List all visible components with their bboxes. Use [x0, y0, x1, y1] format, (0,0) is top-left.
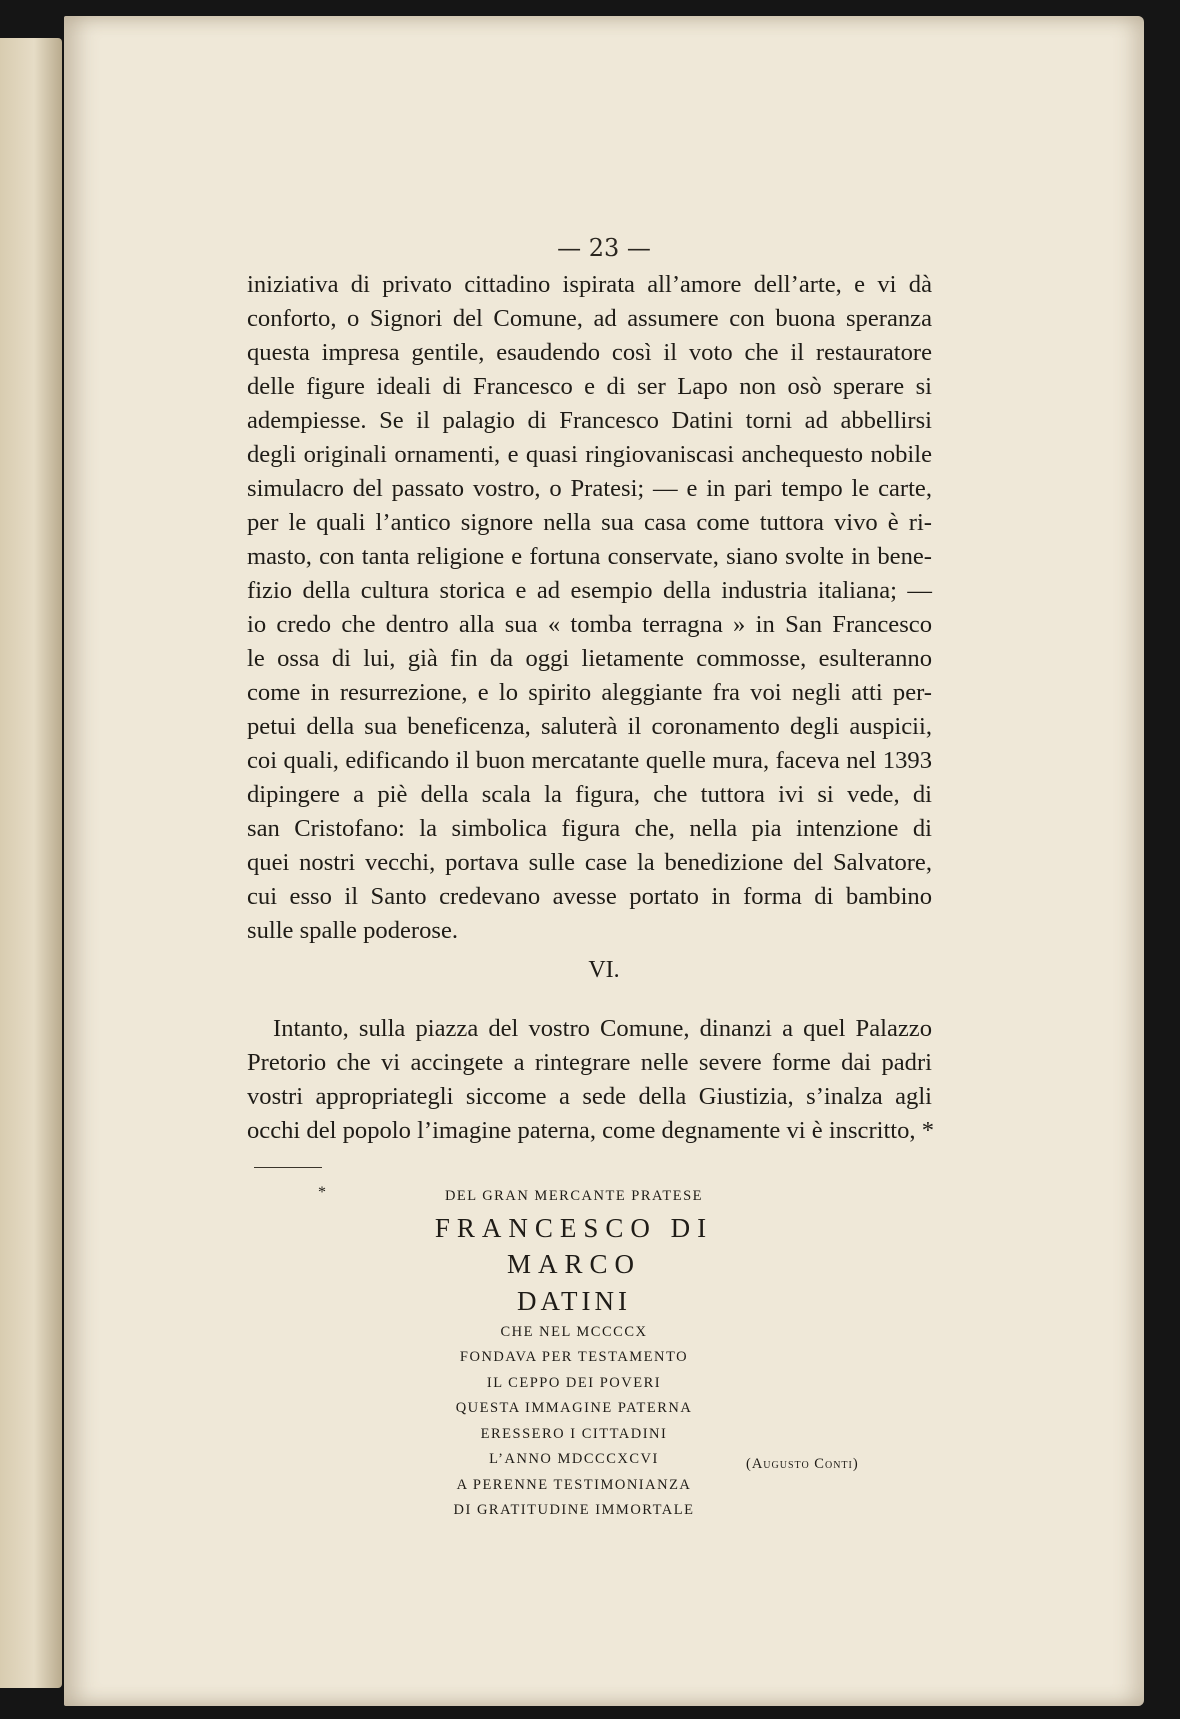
text-line: adempiesse. Se il palagio di Francesco Datini torni ad abbellirsi: [247, 407, 932, 434]
book-page: [64, 16, 1144, 1706]
inscription-line: QUESTA IMMAGINE PATERNA: [455, 1400, 693, 1416]
text-line: dipingere a piè della scala la figura, che tuttora ivi si vede, di: [247, 781, 932, 808]
text-line: quei nostri vecchi, portava sulle case la benedizione del Salvatore,: [247, 849, 932, 876]
footnote-attribution: (Augusto Conti): [746, 1456, 859, 1472]
text-line: fizio della cultura storica e ad esempio della industria italiana; —: [247, 577, 932, 604]
text-line: delle figure ideali di Francesco e di ser Lapo non osò sperare si: [247, 373, 932, 400]
inscription-line: FONDAVA PER TESTAMENTO: [459, 1349, 689, 1365]
text-line: coi quali, edificando il buon mercatante quelle mura, faceva nel 1393: [247, 747, 932, 774]
footnote-rule: [254, 1167, 322, 1168]
text-line: conforto, o Signori del Comune, ad assumere con buona speranza: [247, 305, 932, 332]
paragraph-1: [247, 268, 932, 948]
footnote-marker: *: [318, 1184, 326, 1201]
text-line: iniziativa di privato cittadino ispirata all’amore dell’arte, e vi dà: [247, 271, 932, 298]
text-line: per le quali l’antico signore nella sua casa come tuttora vivo è ri-: [247, 509, 932, 536]
inscription-line: IL CEPPO DEI POVERI: [486, 1374, 662, 1391]
inscription-line: DEL GRAN MERCANTE PRATESE: [444, 1188, 704, 1204]
inscription-line: L’ANNO MDCCCXCVI: [489, 1451, 659, 1467]
text-line: masto, con tanta religione e fortuna conservate, siano svolte in bene-: [247, 543, 932, 570]
text-line: vostri appropriategli siccome a sede della Giustizia, s’inalza agli: [247, 1083, 932, 1110]
inscription-surname: DATINI: [517, 1285, 631, 1316]
inscription-line: ERESSERO I CITTADINI: [480, 1425, 668, 1442]
inscription-name: FRANCESCO DI MARCO: [434, 1212, 714, 1279]
text-line: degli originali ornamenti, e quasi ringiovaniscasi anchequesto nobile: [247, 441, 932, 468]
text-line: Intanto, sulla piazza del vostro Comune, dinanzi a quel Palazzo: [273, 1015, 932, 1042]
text-line: cui esso il Santo credevano avesse portato in forma di bambino: [247, 883, 932, 910]
previous-page-edge: [0, 38, 62, 1688]
footnote-inscription: [318, 1184, 784, 1524]
text-line: Pretorio che vi accingete a rintegrare nelle severe forme dai padri: [247, 1049, 932, 1076]
text-line: questa impresa gentile, esaudendo così il voto che il restauratore: [247, 339, 932, 366]
inscription-line: A PERENNE TESTIMONIANZA: [456, 1476, 692, 1493]
text-line: io credo che dentro alla sua « tomba terragna » in San Francesco: [247, 611, 932, 638]
text-line: san Cristofano: la simbolica figura che, nella pia intenzione di: [247, 815, 932, 842]
text-line: petui della sua beneficenza, saluterà il coronamento degli auspicii,: [247, 713, 932, 740]
text-line: occhi del popolo l’imagine paterna, come degnamente vi è inscritto, *: [247, 1117, 935, 1144]
page-number: — 23 —: [557, 234, 651, 262]
text-line: le ossa di lui, già fin da oggi lietamente commosse, esulteranno: [247, 645, 932, 672]
text-line: simulacro del passato vostro, o Pratesi; — e in pari tempo le carte,: [247, 475, 932, 502]
paragraph-2: [247, 1012, 935, 1148]
section-heading: VI.: [588, 957, 620, 983]
inscription-line: DI GRATITUDINE IMMORTALE: [453, 1502, 695, 1518]
inscription-line: CHE NEL MCCCCX: [500, 1323, 648, 1340]
text-line: come in resurrezione, e lo spirito aleggiante fra voi negli atti per-: [247, 679, 932, 706]
text-line: sulle spalle poderose.: [247, 917, 459, 944]
